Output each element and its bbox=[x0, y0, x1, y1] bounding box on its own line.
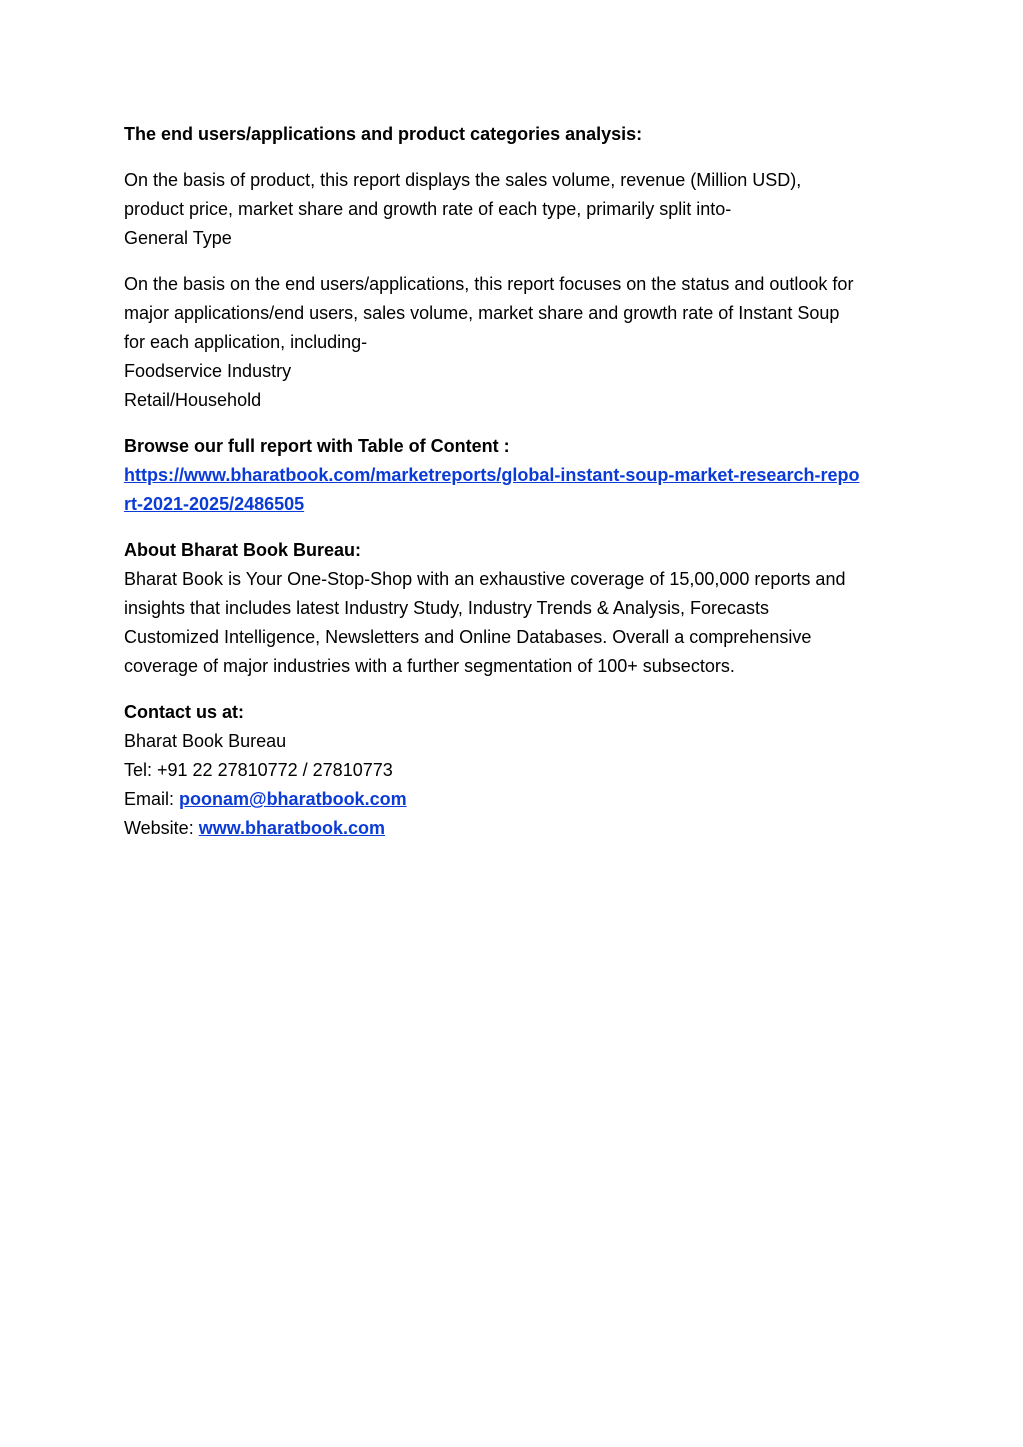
applications-para-line-1: On the basis on the end users/applications, this report focuses on the status and outlook for bbox=[124, 274, 854, 294]
contact-company: Bharat Book Bureau bbox=[124, 731, 287, 751]
email-link[interactable]: poonam@bharatbook.com bbox=[179, 789, 407, 809]
about-line-4: coverage of major industries with a further segmentation of 100+ subsectors. bbox=[124, 656, 735, 676]
contact-website-row bbox=[124, 814, 914, 843]
report-url-link[interactable] bbox=[124, 461, 864, 519]
application-item: Retail/Household bbox=[124, 390, 262, 410]
browse-report-block bbox=[124, 432, 914, 519]
about-block bbox=[124, 536, 914, 681]
email-label: Email: bbox=[124, 789, 180, 809]
contact-email-row bbox=[124, 785, 914, 814]
heading-analysis-block bbox=[124, 120, 914, 149]
document-page bbox=[124, 120, 914, 860]
report-url-line-2: report-2021-2025/2486505 bbox=[124, 465, 860, 514]
website-link[interactable]: www.bharatbook.com bbox=[198, 818, 386, 838]
product-para-line-1: On the basis of product, this report displays the sales volume, revenue (Million USD), bbox=[124, 170, 802, 190]
about-line-3: Customized Intelligence, Newsletters and Online Databases. Overall a comprehensive bbox=[124, 627, 812, 647]
about-heading: About Bharat Book Bureau: bbox=[124, 540, 362, 560]
browse-label: Browse our full report with Table of Content : bbox=[124, 436, 510, 456]
about-line-2: insights that includes latest Industry Study, Industry Trends & Analysis, Forecasts bbox=[124, 598, 769, 618]
applications-paragraph bbox=[124, 270, 914, 415]
product-paragraph bbox=[124, 166, 914, 253]
website-label: Website: bbox=[124, 818, 199, 838]
applications-para-line-3: for each application, including- bbox=[124, 332, 368, 352]
contact-heading: Contact us at: bbox=[124, 702, 245, 722]
heading-analysis: The end users/applications and product categories analysis: bbox=[124, 124, 643, 144]
product-type-item: General Type bbox=[124, 228, 232, 248]
contact-tel: Tel: +91 22 27810772 / 27810773 bbox=[124, 760, 393, 780]
report-url-line-1: https://www.bharatbook.com/marketreports/global-instant-soup-market-research- bbox=[124, 465, 821, 485]
contact-block bbox=[124, 698, 914, 843]
product-para-line-2: product price, market share and growth rate of each type, primarily split into- bbox=[124, 199, 732, 219]
about-line-1: Bharat Book is Your One-Stop-Shop with an exhaustive coverage of 15,00,000 reports and bbox=[124, 569, 846, 589]
applications-para-line-2: major applications/end users, sales volume, market share and growth rate of Instant Soup bbox=[124, 303, 840, 323]
application-item: Foodservice Industry bbox=[124, 361, 292, 381]
